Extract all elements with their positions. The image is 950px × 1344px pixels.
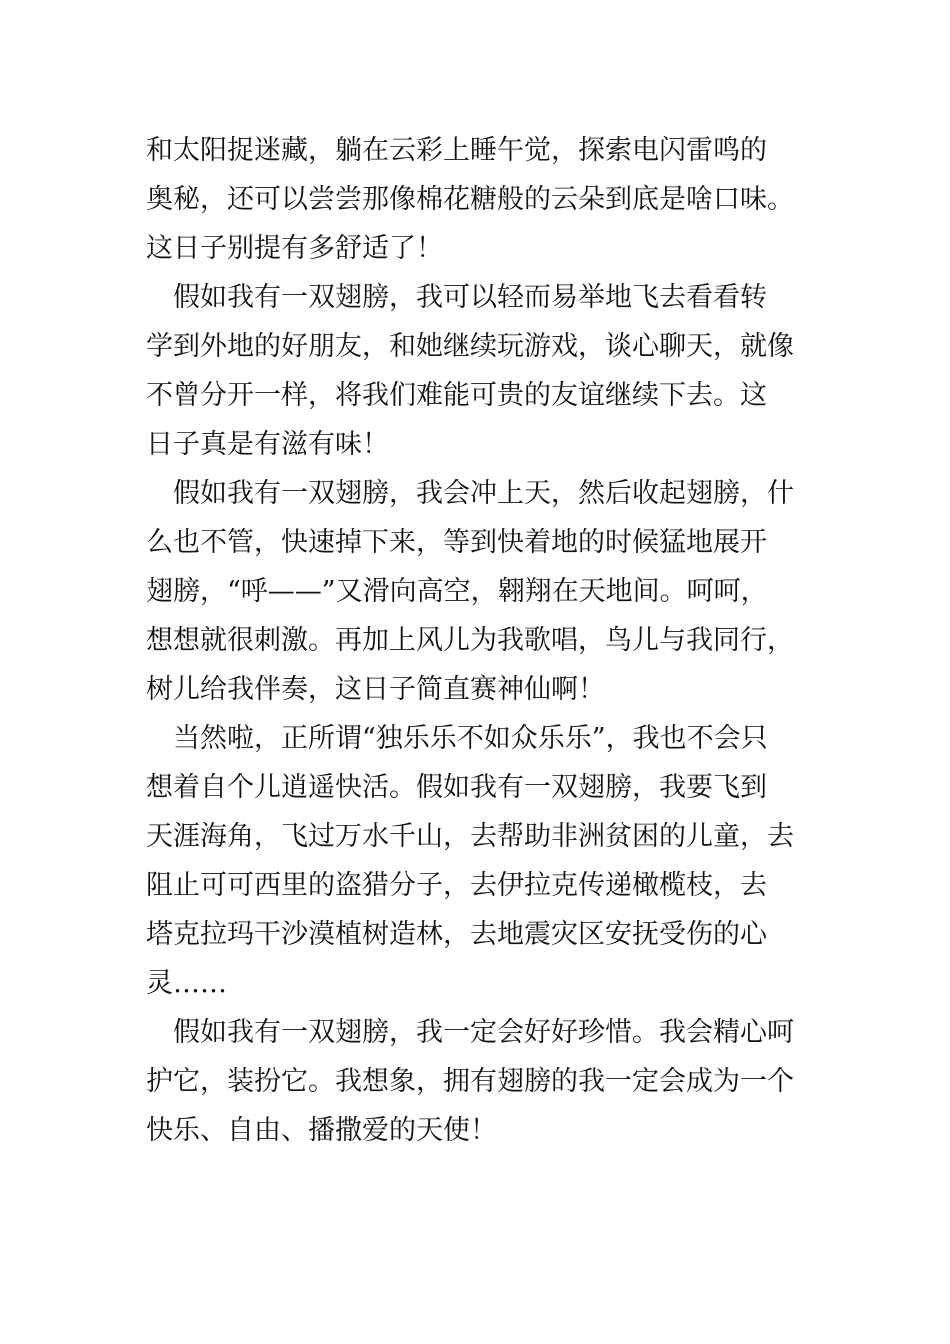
paragraph-5: 假如我有一双翅膀，我一定会好好珍惜。我会精心呵 护它，装扮它。我想象，拥有翅膀的我一定会成为一个 快乐、自由、播撒爱的天使！ xyxy=(146,1017,794,1146)
paragraph-2: 假如我有一双翅膀，我可以轻而易举地飞去看看转 学到外地的好朋友，和她继续玩游戏，谈心聊天，就像 不曾分开一样，将我们难能可贵的友谊继续下去。这 日子真是有滋有味！ xyxy=(146,282,794,460)
paragraph-4: 当然啦，正所谓“独乐乐不如众乐乐”，我也不会只 想着自个儿逍遥快活。假如我有一双翅膀，我要飞到 天涯海角，飞过万水千山，去帮助非洲贫困的儿童，去 阻止可可西里的盗猎分子，去伊拉克传递橄榄枝，去 塔克拉玛干沙漠植树造林，去地震灾区安抚受伤的心 灵…… xyxy=(146,723,794,999)
essay-body xyxy=(146,126,806,1155)
paragraph-1: 和太阳捉迷藏，躺在云彩上睡午觉，探索电闪雷鸣的 奥秘，还可以尝尝那像棉花糖般的云朵到底是啥口味。 这日子别提有多舒适了！ xyxy=(146,135,794,264)
paragraph-3: 假如我有一双翅膀，我会冲上天，然后收起翅膀，什 么也不管，快速掉下来，等到快着地的时候猛地展开 翅膀，“呼——”又滑向高空，翱翔在天地间。呵呵， 想想就很刺激。再加上风儿为我歌唱，鸟儿与我同行， 树儿给我伴奏，这日子简直赛神仙啊！ xyxy=(146,478,794,705)
